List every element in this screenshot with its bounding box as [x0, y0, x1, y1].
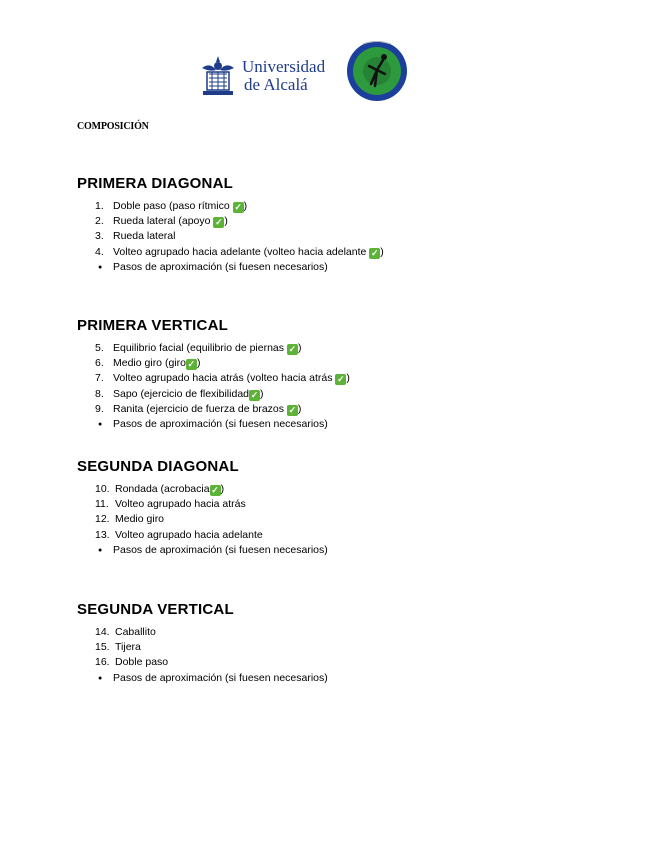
list-item [77, 512, 328, 527]
item-number: 11. [95, 498, 109, 511]
list-item [77, 402, 350, 417]
item-number: 6. [95, 357, 104, 370]
list-item [77, 245, 384, 260]
section-title: PRIMERA VERTICAL [77, 317, 228, 334]
item-text: Ranita (ejercicio de fuerza de brazos [113, 402, 287, 415]
exercise-list [77, 341, 350, 432]
list-item [77, 371, 350, 386]
list-item [77, 528, 328, 543]
item-text: Medio giro (giro [113, 357, 186, 370]
item-text: Rueda lateral [113, 230, 176, 243]
list-item [77, 229, 384, 244]
item-text: Volteo agrupado hacia atrás (volteo hacia atrás [113, 372, 336, 385]
bullet-marker: ● [98, 263, 103, 271]
item-text: Pasos de aproximación (si fuesen necesarios) [113, 260, 328, 273]
list-item [77, 671, 328, 686]
item-text: Volteo agrupado hacia atrás [115, 498, 246, 511]
item-text-tail: ) [224, 215, 228, 228]
list-item [77, 199, 384, 214]
item-text: Doble paso (paso rítmico [113, 200, 233, 212]
item-number: 3. [95, 230, 104, 243]
item-number: 5. [95, 342, 104, 354]
section-title: SEGUNDA VERTICAL [77, 601, 234, 618]
item-text: Medio giro [115, 513, 165, 526]
item-text: Equilibrio facial (equilibrio de piernas [113, 342, 287, 354]
item-number: 4. [95, 245, 104, 258]
item-text-tail: ) [297, 402, 302, 415]
item-number: 7. [95, 372, 104, 385]
item-text: Rondada (acrobacia [115, 483, 210, 495]
page-header [198, 40, 413, 102]
section-segunda-diagonal [77, 458, 328, 558]
bullet-marker: ● [98, 421, 103, 429]
item-number: 10. [95, 483, 110, 495]
check-mark-icon: ✓ [250, 389, 259, 400]
item-text: Volteo agrupado hacia adelante (volteo hacia adelante [113, 245, 370, 258]
item-number: 14. [95, 626, 110, 638]
list-item [77, 655, 328, 670]
exercise-list [77, 482, 328, 558]
item-text-tail: ) [196, 357, 201, 370]
section-primera-vertical [77, 317, 350, 432]
item-number: 2. [95, 215, 104, 228]
item-number: 1. [95, 200, 104, 212]
item-number: 16. [95, 656, 110, 669]
university-line1: Universidad [242, 57, 326, 76]
item-text: Tijera [115, 641, 141, 654]
item-text-tail: ) [346, 372, 350, 385]
item-text-tail: ) [297, 342, 302, 354]
item-text: Pasos de aproximación (si fuesen necesarios) [113, 418, 328, 431]
list-item [77, 341, 350, 356]
list-item [77, 260, 384, 275]
list-item [77, 214, 384, 229]
item-number: 15. [95, 641, 110, 654]
section-primera-diagonal [77, 175, 384, 275]
check-mark-icon: ✓ [211, 485, 219, 495]
item-number: 12. [95, 513, 110, 526]
item-text: Pasos de aproximación (si fuesen necesarios) [113, 543, 328, 556]
university-line2: de Alcalá [244, 75, 308, 94]
item-text-tail: ) [243, 200, 248, 212]
item-text: Rueda lateral (apoyo [113, 215, 214, 228]
university-crest-icon [198, 54, 238, 98]
item-text: Volteo agrupado hacia adelante [115, 528, 263, 541]
list-item [77, 482, 328, 497]
check-mark-icon: ✓ [371, 247, 379, 258]
item-text-tail: ) [260, 387, 264, 400]
bullet-marker: ● [98, 674, 103, 682]
university-name [242, 58, 325, 94]
item-text: Sapo (ejercicio de flexibilidad [113, 387, 249, 400]
item-text: Caballito [115, 626, 156, 638]
check-mark-icon: ✓ [288, 344, 297, 354]
section-segunda-vertical [77, 601, 328, 686]
bullet-marker: ● [98, 546, 103, 554]
list-item [77, 387, 350, 402]
item-number: 9. [95, 402, 104, 415]
document-title: COMPOSICIÓN [77, 121, 149, 132]
item-text: Pasos de aproximación (si fuesen necesarios) [113, 671, 328, 684]
item-number: 8. [95, 387, 104, 400]
club-logo-icon [341, 40, 413, 102]
exercise-list [77, 625, 328, 686]
item-text-tail: ) [380, 245, 384, 258]
list-item [77, 543, 328, 558]
list-item [77, 640, 328, 655]
check-mark-icon: ✓ [337, 374, 345, 385]
item-number: 13. [95, 528, 110, 541]
section-title: SEGUNDA DIAGONAL [77, 458, 239, 475]
check-mark-icon: ✓ [215, 217, 223, 228]
check-mark-icon: ✓ [187, 359, 196, 370]
item-text-tail: ) [220, 483, 225, 495]
item-text: Doble paso [115, 656, 169, 669]
section-title: PRIMERA DIAGONAL [77, 175, 233, 192]
list-item [77, 356, 350, 371]
list-item [77, 497, 328, 512]
list-item [77, 625, 328, 640]
check-mark-icon: ✓ [288, 404, 297, 415]
list-item [77, 417, 350, 432]
exercise-list [77, 199, 384, 275]
check-mark-icon: ✓ [234, 202, 242, 212]
